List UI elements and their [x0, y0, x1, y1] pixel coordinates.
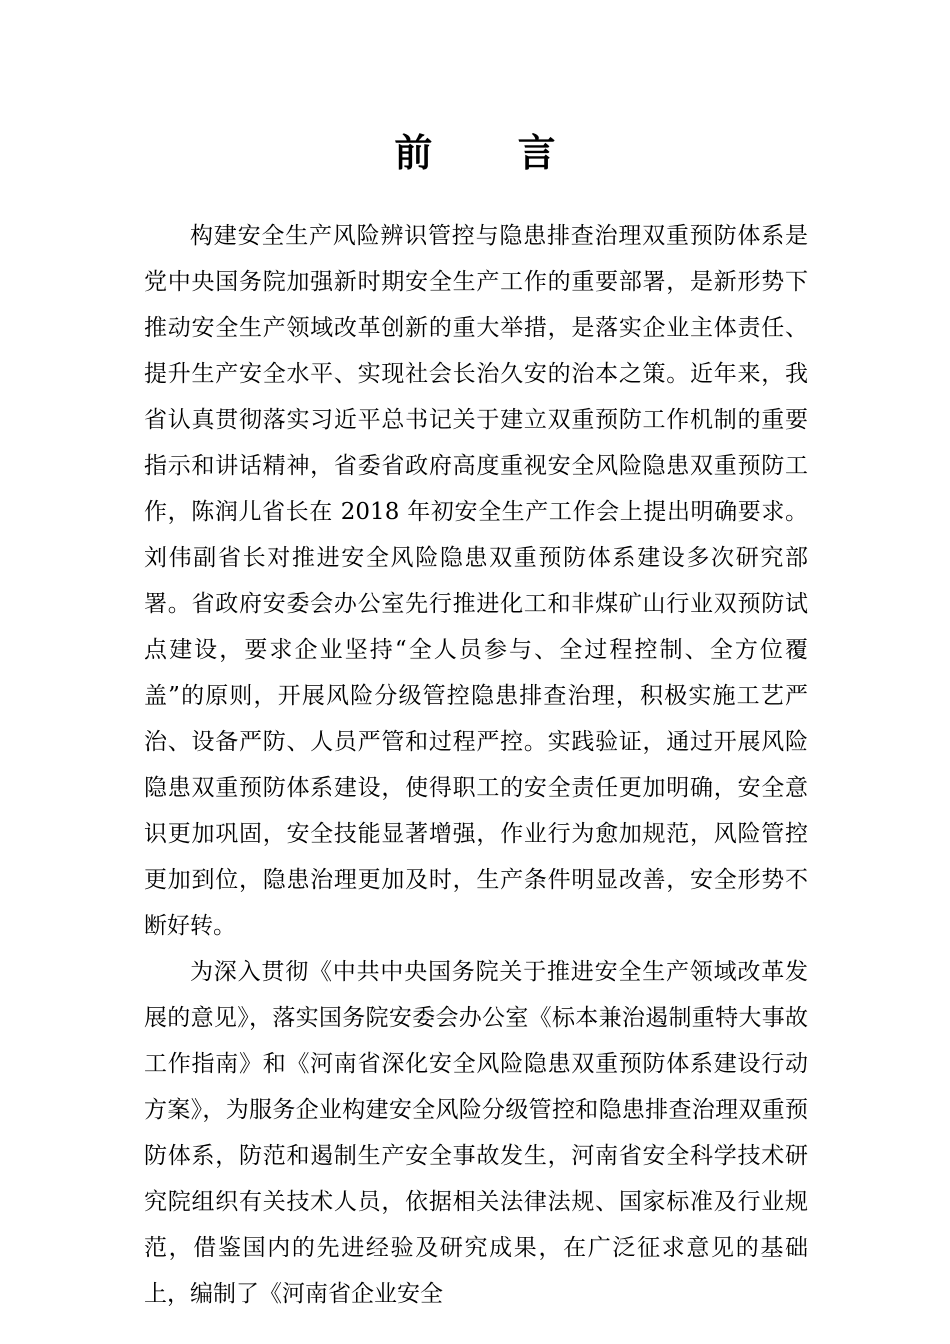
paragraph-2: 为深入贯彻《中共中央国务院关于推进安全生产领域改革发展的意见》，落实国务院安委会办公室《标本兼治遏制重特大事故工作指南》和《河南省深化安全风险隐患双重预防体系建设行动方案》，为服务企业构建安全风险分级管控和隐患排查治理双重预防体系，防范和遏制生产安全事故发生，河南省安全科学技术研究院组织有关技术人员，依据相关法律法规、国家标准及行业规范，借鉴国内的先进经验及研究成果，在广泛征求意见的基础上，编制了《河南省企业安全	[144, 959, 808, 1307]
body-text	[144, 213, 808, 1317]
paragraph-1: 构建安全生产风险辨识管控与隐患排查治理双重预防体系是党中央国务院加强新时期安全生产工作的重要部署，是新形势下推动安全生产领域改革创新的重大举措，是落实企业主体责任、提升生产安全水平、实现社会长治久安的治本之策。近年来，我省认真贯彻落实习近平总书记关于建立双重预防工作机制的重要指示和讲话精神，省委省政府高度重视安全风险隐患双重预防工作，陈润儿省长在 2018 年初安全生产工作会上提出明确要求。刘伟副省长对推进安全风险隐患双重预防体系建设多次研究部署。省政府安委会办公室先行推进化工和非煤矿山行业双预防试点建设，要求企业坚持“全人员参与、全过程控制、全方位覆盖”的原则，开展风险分级管控隐患排查治理，积极实施工艺严治、设备严防、人员严管和过程严控。实践验证，通过开展风险隐患双重预防体系建设，使得职工的安全责任更加明确，安全意识更加巩固，安全技能显著增强，作业行为愈加规范，风险管控更加到位，隐患治理更加及时，生产条件明显改善，安全形势不断好转。	[144, 223, 808, 939]
page-title: 前 言	[394, 130, 592, 175]
